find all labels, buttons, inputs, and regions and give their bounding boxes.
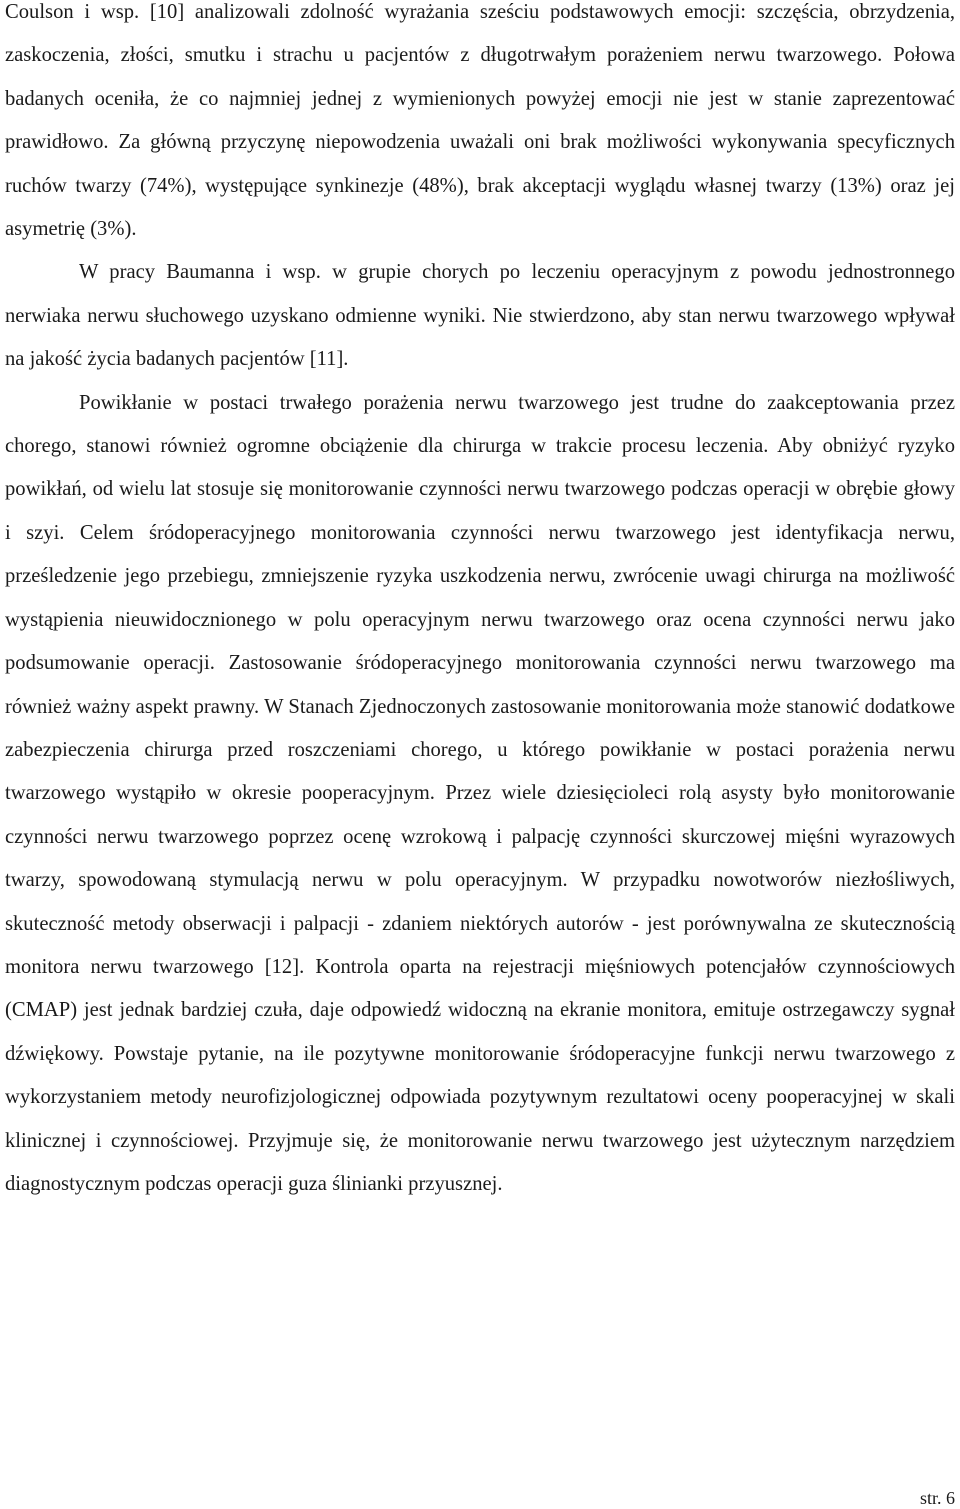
body-text bbox=[5, 0, 955, 1206]
paragraph-coulson-study: Coulson i wsp. [10] analizowali zdolność wyrażania sześciu podstawowych emocji: szczęścia, obrzydzenia, zaskoczenia, złości, smutku i strachu u pacjentów z długotrwałym porażeniem nerwu twarzowego. Połowa badanych oceniła, że co najmniej jednej z wymienionych powyżej emocji nie jest w stanie zaprezentować prawidłowo. Za główną przyczynę niepowodzenia uważali oni brak możliwości wykonywania specyficznych ruchów twarzy (74%), występujące synkinezje (48%), brak akceptacji wyglądu własnej twarzy (13%) oraz jej asymetrię (3%). bbox=[5, 1, 955, 241]
page-number: str. 6 bbox=[919, 1488, 955, 1508]
paragraph-baumann-study: W pracy Baumanna i wsp. w grupie chorych po leczeniu operacyjnym z powodu jednostronnego nerwiaka nerwu słuchowego uzyskano odmienne wyniki. Nie stwierdzono, aby stan nerwu twarzowego wpływał na jakość życia badanych pacjentów [11]. bbox=[5, 261, 955, 371]
paragraph-facial-nerve-monitoring: Powikłanie w postaci trwałego porażenia nerwu twarzowego jest trudne do zaakceptowania przez chorego, stanowi również ogromne obciążenie dla chirurga w trakcie procesu leczenia. Aby obniżyć ryzyko powikłań, od wielu lat stosuje się monitorowanie czynności nerwu twarzowego podczas operacji w obrębie głowy i szyi. Celem śródoperacyjnego monitorowania czynności nerwu twarzowego jest identyfikacja nerwu, prześledzenie jego przebiegu, zmniejszenie ryzyka uszkodzenia nerwu, zwrócenie uwagi chirurga na możliwość wystąpienia nieuwidocznionego w polu operacyjnym nerwu twarzowego oraz ocena czynności nerwu jako podsumowanie operacji. Zastosowanie śródoperacyjnego monitorowania czynności nerwu twarzowego ma również ważny aspekt prawny. W Stanach Zjednoczonych zastosowanie monitorowania może stanowić dodatkowe zabezpieczenia chirurga przed roszczeniami chorego, u którego powikłanie w postaci porażenia nerwu twarzowego wystąpiło w okresie pooperacyjnym. Przez wiele dziesięcioleci rolą asysty było monitorowanie czynności nerwu twarzowego poprzez ocenę wzrokową i palpację czynności skurczowej mięśni wyrazowych twarzy, spowodowaną stymulacją nerwu w polu operacyjnym. W przypadku nowotworów niezłośliwych, skuteczność metody obserwacji i palpacji - zdaniem niektórych autorów - jest porównywalna ze skutecznością monitora nerwu twarzowego [12]. Kontrola oparta na rejestracji mięśniowych potencjałów czynnościowych (CMAP) jest jednak bardziej czuła, daje odpowiedź widoczną na ekranie monitora, emituje ostrzegawczy sygnał dźwiękowy. Powstaje pytanie, na ile pozytywne monitorowanie śródoperacyjne funkcji nerwu twarzowego z wykorzystaniem metody neurofizjologicznej odpowiada pozytywnym rezultatowi oceny pooperacyjnej w skali klinicznej i czynnościowej. Przyjmuje się, że monitorowanie nerwu twarzowego jest użytecznym narzędziem diagnostycznym podczas operacji guza ślinianki przyusznej. bbox=[5, 391, 955, 1195]
